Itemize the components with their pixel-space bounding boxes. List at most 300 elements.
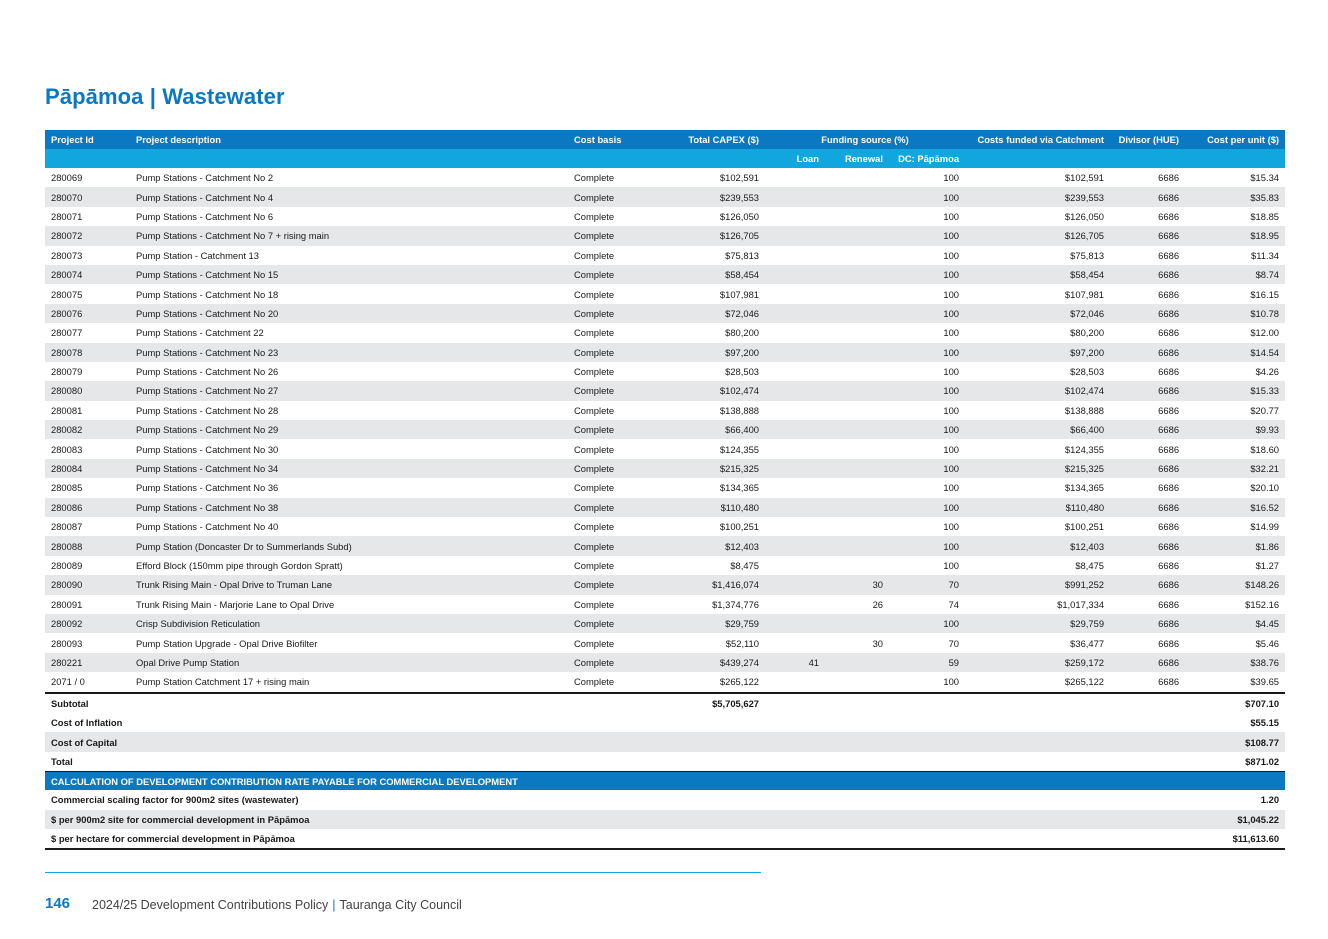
cell-project-id: 2071 / 0 (51, 676, 85, 688)
cell-cost-per-unit: $38.76 (1185, 653, 1285, 672)
cell-cost-per-unit: $10.78 (1185, 304, 1285, 323)
cell-loan: 41 (765, 653, 825, 672)
cell-project-id: 280221 (45, 653, 130, 672)
cell-project-description: Pump Stations - Catchment No 29 (130, 420, 568, 439)
cell-project-description: Pump Stations - Catchment No 28 (136, 404, 279, 416)
cell-project-description: Pump Station - Catchment 13 (136, 249, 259, 261)
cell-total-capex: $239,553 (653, 187, 765, 206)
cell-costs-funded: $100,251 (1064, 521, 1105, 533)
cell-costs-funded: $102,474 (965, 381, 1110, 400)
cell-project-id: 280082 (45, 420, 130, 439)
cell-cost-per-unit: $5.46 (1255, 637, 1280, 649)
cell-cost-basis: Complete (568, 498, 653, 517)
cell-project-description: Pump Stations - Catchment No 2 (136, 172, 274, 184)
cell-loan (765, 304, 825, 323)
cell-project-id: 280093 (51, 637, 83, 649)
table-row (45, 343, 1285, 362)
table-row (45, 401, 1285, 420)
cell-project-id: 280087 (51, 521, 83, 533)
table-row (45, 226, 1285, 245)
cell-dc: 100 (889, 187, 965, 206)
cell-divisor: 6686 (1158, 288, 1180, 300)
table-row (45, 246, 1285, 265)
cell-project-id: 280084 (45, 459, 130, 478)
cell-costs-funded: $66,400 (965, 420, 1110, 439)
cell-total-capex: $134,365 (719, 482, 759, 494)
col-header-project-description: Project description (130, 130, 568, 149)
cell-loan (765, 575, 825, 594)
cell-divisor: 6686 (1110, 614, 1185, 633)
cell-renewal (825, 614, 889, 633)
cell-cost-per-unit: $11.34 (1251, 249, 1280, 261)
cell-project-id: 280070 (45, 187, 130, 206)
cell-cost-per-unit: $15.33 (1185, 381, 1285, 400)
cell-project-id: 280086 (45, 498, 130, 517)
cell-renewal (825, 420, 889, 439)
cell-cost-basis: Complete (568, 381, 653, 400)
cell-cost-per-unit: $12.00 (1250, 327, 1280, 339)
cell-project-id: 280078 (45, 343, 130, 362)
cell-project-id: 280076 (45, 304, 130, 323)
cell-project-description: Pump Station Catchment 17 + rising main (136, 676, 310, 688)
cell-project-description: Pump Stations - Catchment No 4 (130, 187, 568, 206)
scaling-factor-row (45, 790, 1285, 809)
cell-cost-per-unit: $1.27 (1255, 560, 1280, 571)
cell-cost-per-unit: $1.86 (1185, 536, 1285, 555)
cell-cost-basis: Complete (574, 172, 615, 184)
per-site-label: $ per 900m2 site for commercial development in Pāpāmoa (45, 810, 965, 829)
cell-dc: 100 (943, 249, 960, 261)
table-row (45, 633, 1285, 652)
cell-loan (765, 420, 825, 439)
table-row (45, 517, 1285, 536)
cell-cost-per-unit: $16.15 (1250, 288, 1280, 300)
cell-divisor: 6686 (1110, 226, 1185, 245)
cell-costs-funded: $259,172 (965, 653, 1110, 672)
page-title: Pāpāmoa | Wastewater (45, 84, 285, 109)
cell-renewal (825, 459, 889, 478)
cell-cost-basis: Complete (574, 598, 615, 610)
cell-project-description: Pump Stations - Catchment No 18 (136, 288, 279, 300)
cell-project-description: Pump Stations - Catchment No 6 (136, 210, 274, 222)
cell-cost-per-unit: $152.16 (1245, 598, 1280, 610)
cell-dc: 100 (943, 327, 960, 339)
cell-project-id: 280073 (51, 249, 83, 261)
cell-costs-funded: $12,403 (965, 536, 1110, 555)
table-row (45, 614, 1285, 633)
cell-costs-funded: $102,591 (1064, 172, 1105, 184)
cell-loan (765, 401, 825, 420)
cell-divisor: 6686 (1110, 381, 1185, 400)
cell-divisor: 6686 (1110, 653, 1185, 672)
cell-dc: 100 (889, 304, 965, 323)
cell-cost-basis: Complete (574, 482, 615, 494)
cell-cost-per-unit: $20.77 (1250, 404, 1280, 416)
cell-project-id: 280072 (45, 226, 130, 245)
per-hectare-row (45, 829, 1285, 849)
cell-divisor: 6686 (1110, 187, 1185, 206)
cell-cost-per-unit: $4.26 (1255, 366, 1280, 378)
cell-divisor: 6686 (1110, 575, 1185, 594)
cell-renewal (825, 207, 889, 226)
cell-divisor: 6686 (1158, 560, 1180, 571)
table-row (45, 536, 1285, 555)
cell-renewal: 30 (825, 575, 889, 594)
cell-total-capex: $107,981 (719, 288, 759, 300)
cell-cost-per-unit: $39.65 (1250, 676, 1280, 688)
footer-organisation: Tauranga City Council (339, 898, 462, 912)
cell-costs-funded: $110,480 (965, 498, 1110, 517)
cell-divisor: 6686 (1158, 366, 1180, 378)
cell-divisor: 6686 (1110, 459, 1185, 478)
cell-divisor: 6686 (1110, 304, 1185, 323)
cell-project-id: 280069 (51, 172, 83, 184)
cell-dc: 100 (889, 343, 965, 362)
table-row (45, 304, 1285, 323)
cell-dc: 100 (943, 404, 960, 416)
cell-cost-basis: Complete (568, 536, 653, 555)
cell-project-id: 280080 (45, 381, 130, 400)
cell-loan (765, 556, 825, 575)
table-row (45, 556, 1285, 575)
cell-dc: 100 (889, 498, 965, 517)
cell-cost-basis: Complete (574, 210, 615, 222)
cell-divisor: 6686 (1158, 637, 1180, 649)
col-header-cost-basis: Cost basis (568, 130, 653, 149)
cell-cost-basis: Complete (568, 304, 653, 323)
cell-project-description: Trunk Rising Main - Marjorie Lane to Opal Drive (136, 598, 335, 610)
cell-costs-funded: $36,477 (1070, 637, 1105, 649)
cell-loan (765, 478, 825, 497)
col-header-loan: Loan (765, 149, 825, 168)
cell-renewal (825, 672, 889, 692)
subtotal-row (45, 693, 1285, 713)
cell-loan (765, 595, 825, 614)
cell-loan (765, 362, 825, 381)
cell-total-capex: $110,480 (653, 498, 765, 517)
cell-divisor: 6686 (1110, 420, 1185, 439)
cell-divisor: 6686 (1158, 482, 1180, 494)
cell-divisor: 6686 (1110, 265, 1185, 284)
cell-dc: 100 (943, 482, 960, 494)
footer-text (92, 898, 462, 912)
cell-cost-per-unit: $18.85 (1250, 210, 1280, 222)
cell-divisor: 6686 (1110, 343, 1185, 362)
per-hectare-value: $11,613.60 (1185, 829, 1285, 849)
cell-dc: 70 (948, 637, 960, 649)
cell-project-description: Pump Station (Doncaster Dr to Summerlands Subd) (130, 536, 568, 555)
cell-dc: 100 (889, 536, 965, 555)
cell-project-id: 280085 (51, 482, 83, 494)
cell-costs-funded: $107,981 (1064, 288, 1105, 300)
cell-total-capex: $66,400 (653, 420, 765, 439)
cell-divisor: 6686 (1158, 443, 1180, 455)
cell-cost-basis: Complete (574, 443, 615, 455)
cell-loan (765, 265, 825, 284)
cell-total-capex: $1,374,776 (712, 598, 759, 610)
cell-project-id: 280091 (51, 598, 83, 610)
cell-cost-basis: Complete (574, 560, 615, 571)
cell-dc: 100 (943, 676, 960, 688)
cell-project-description: Pump Stations - Catchment No 36 (136, 482, 279, 494)
cell-costs-funded: $1,017,334 (1057, 598, 1105, 610)
cell-cost-per-unit: $15.34 (1250, 172, 1280, 184)
cell-renewal: 26 (872, 598, 883, 610)
cell-renewal (825, 343, 889, 362)
cell-project-id: 280075 (51, 288, 83, 300)
cell-renewal (825, 381, 889, 400)
cell-total-capex: $126,705 (653, 226, 765, 245)
table-row (45, 362, 1285, 381)
table-row (45, 498, 1285, 517)
cell-renewal (825, 653, 889, 672)
cell-project-id: 280079 (51, 366, 83, 378)
cell-divisor: 6686 (1158, 210, 1180, 222)
cell-cost-basis: Complete (568, 187, 653, 206)
summary-section (45, 693, 1285, 850)
cell-project-description: Pump Station Upgrade - Opal Drive Biofilter (136, 637, 318, 649)
cell-project-id: 280092 (45, 614, 130, 633)
cell-dc: 100 (889, 226, 965, 245)
cell-project-id: 280081 (51, 404, 83, 416)
subtotal-capex: $5,705,627 (653, 693, 765, 713)
cell-costs-funded: $126,050 (1064, 210, 1105, 222)
cell-divisor: 6686 (1158, 249, 1180, 261)
cell-project-description: Pump Stations - Catchment No 7 + rising main (130, 226, 568, 245)
col-header-dc: DC: Pāpāmoa (889, 149, 965, 168)
cell-renewal (825, 304, 889, 323)
cell-costs-funded: $991,252 (965, 575, 1110, 594)
cell-loan (765, 246, 825, 265)
per-hectare-label: $ per hectare for commercial development in Pāpāmoa (45, 829, 965, 849)
cell-project-description: Pump Stations - Catchment No 27 (130, 381, 568, 400)
cell-dc: 74 (948, 598, 960, 610)
cell-project-id: 280089 (51, 560, 83, 571)
table-row (45, 459, 1285, 478)
table-body (45, 168, 1285, 693)
cell-loan (765, 323, 825, 342)
cell-cost-per-unit: $148.26 (1185, 575, 1285, 594)
commercial-heading: CALCULATION OF DEVELOPMENT CONTRIBUTION RATE PAYABLE FOR COMMERCIAL DEVELOPMENT (45, 772, 1285, 791)
cell-cost-per-unit: $9.93 (1185, 420, 1285, 439)
cell-loan (765, 498, 825, 517)
cell-cost-basis: Complete (574, 366, 615, 378)
col-header-divisor: Divisor (HUE) (1110, 130, 1185, 149)
cell-project-description: Pump Stations - Catchment No 26 (136, 366, 279, 378)
table-row (45, 187, 1285, 206)
table-row (45, 284, 1285, 303)
per-site-row (45, 810, 1285, 829)
cell-total-capex: $126,050 (719, 210, 759, 222)
inflation-label: Cost of Inflation (51, 717, 123, 729)
cell-renewal (825, 168, 889, 187)
capital-row (45, 732, 1285, 751)
total-row (45, 752, 1285, 772)
cell-total-capex: $265,122 (719, 676, 759, 688)
cell-dc: 100 (889, 614, 965, 633)
cell-cost-per-unit: $14.99 (1250, 521, 1280, 533)
cell-loan (765, 633, 825, 652)
cell-total-capex: $138,888 (719, 404, 759, 416)
cell-costs-funded: $239,553 (965, 187, 1110, 206)
subtotal-label: Subtotal (45, 693, 130, 713)
cell-cost-basis: Complete (568, 226, 653, 245)
col-header-costs-funded: Costs funded via Catchment (965, 130, 1110, 149)
cell-cost-per-unit: $16.52 (1185, 498, 1285, 517)
cell-loan (765, 187, 825, 206)
cell-renewal (825, 362, 889, 381)
table-row (45, 439, 1285, 458)
cell-loan (765, 672, 825, 692)
cell-total-capex: $72,046 (653, 304, 765, 323)
cell-renewal (825, 226, 889, 245)
cell-total-capex: $12,403 (653, 536, 765, 555)
cell-total-capex: $100,251 (719, 521, 759, 533)
cell-dc: 70 (889, 575, 965, 594)
wastewater-table (45, 130, 1285, 850)
cell-total-capex: $75,813 (725, 249, 759, 261)
cell-dc: 100 (943, 288, 960, 300)
cell-divisor: 6686 (1158, 598, 1180, 610)
table-header-row (45, 130, 1285, 149)
cell-project-description: Pump Stations - Catchment No 20 (130, 304, 568, 323)
cell-loan (765, 381, 825, 400)
cell-costs-funded: $28,503 (1070, 366, 1105, 378)
col-header-project-id: Project Id (45, 130, 130, 149)
footer-document-title: 2024/25 Development Contributions Policy (92, 898, 329, 912)
cell-cost-per-unit: $20.10 (1250, 482, 1280, 494)
cell-dc: 100 (943, 560, 960, 571)
cell-loan (765, 284, 825, 303)
cell-project-description: Pump Stations - Catchment 22 (136, 327, 264, 339)
cell-costs-funded: $29,759 (965, 614, 1110, 633)
cell-cost-basis: Complete (568, 459, 653, 478)
capital-label: Cost of Capital (45, 732, 653, 751)
cell-project-description: Trunk Rising Main - Opal Drive to Truman Lane (130, 575, 568, 594)
cell-costs-funded: $126,705 (965, 226, 1110, 245)
cell-dc: 100 (889, 459, 965, 478)
col-header-cost-per-unit: Cost per unit ($) (1185, 130, 1285, 149)
cell-divisor: 6686 (1158, 521, 1180, 533)
cell-costs-funded: $75,813 (1070, 249, 1105, 261)
cell-renewal: 30 (872, 637, 883, 649)
table-row (45, 672, 1285, 692)
cell-loan (765, 536, 825, 555)
cell-cost-basis: Complete (568, 575, 653, 594)
per-site-value: $1,045.22 (1185, 810, 1285, 829)
cell-loan (765, 517, 825, 536)
table-row (45, 595, 1285, 614)
cell-cost-basis: Complete (568, 420, 653, 439)
cell-renewal (825, 284, 889, 303)
cell-total-capex: $97,200 (653, 343, 765, 362)
cell-cost-per-unit: $8.74 (1185, 265, 1285, 284)
cell-renewal (825, 517, 889, 536)
col-header-total-capex: Total CAPEX ($) (653, 130, 765, 149)
cell-project-description: Crisp Subdivision Reticulation (130, 614, 568, 633)
cell-dc: 100 (943, 521, 960, 533)
cell-renewal (825, 439, 889, 458)
cell-cost-basis: Complete (574, 637, 615, 649)
cell-dc: 100 (889, 265, 965, 284)
cell-project-description: Pump Stations - Catchment No 23 (130, 343, 568, 362)
cell-cost-basis: Complete (568, 653, 653, 672)
cell-project-id: 280090 (45, 575, 130, 594)
scaling-factor-value: 1.20 (1260, 794, 1280, 806)
cell-cost-per-unit: $18.95 (1185, 226, 1285, 245)
cell-dc: 100 (889, 420, 965, 439)
table-row (45, 323, 1285, 342)
cell-dc: 100 (943, 172, 960, 184)
cell-cost-basis: Complete (574, 249, 615, 261)
cell-cost-basis: Complete (574, 327, 615, 339)
cell-total-capex: $102,474 (653, 381, 765, 400)
cell-project-id: 280071 (51, 210, 83, 222)
cell-costs-funded: $124,355 (1064, 443, 1105, 455)
cell-cost-basis: Complete (574, 521, 615, 533)
cell-project-description: Pump Stations - Catchment No 40 (136, 521, 279, 533)
cell-project-id: 280074 (45, 265, 130, 284)
cell-dc: 100 (889, 381, 965, 400)
cell-divisor: 6686 (1110, 536, 1185, 555)
table-row (45, 575, 1285, 594)
cell-loan (765, 614, 825, 633)
cell-loan (765, 226, 825, 245)
cell-renewal (825, 536, 889, 555)
table-row (45, 420, 1285, 439)
table-subheader-row (45, 149, 1285, 168)
cell-dc: 59 (889, 653, 965, 672)
subtotal-cost-per-unit: $707.10 (1185, 693, 1285, 713)
cell-project-description: Efford Block (150mm pipe through Gordon Spratt) (136, 560, 343, 571)
cell-renewal (825, 556, 889, 575)
inflation-row (45, 713, 1285, 732)
cell-cost-per-unit: $4.45 (1185, 614, 1285, 633)
cell-total-capex: $124,355 (719, 443, 759, 455)
cell-total-capex: $8,475 (730, 560, 759, 571)
cell-project-description: Pump Stations - Catchment No 38 (130, 498, 568, 517)
table-row (45, 381, 1285, 400)
cell-total-capex: $28,503 (725, 366, 759, 378)
cell-loan (765, 207, 825, 226)
cell-cost-basis: Complete (574, 676, 615, 688)
table-row (45, 478, 1285, 497)
inflation-cost-per-unit: $55.15 (1250, 717, 1280, 729)
total-label: Total (51, 755, 73, 767)
cell-costs-funded: $97,200 (965, 343, 1110, 362)
scaling-factor-label: Commercial scaling factor for 900m2 sites (wastewater) (51, 794, 299, 806)
table-row (45, 265, 1285, 284)
capital-cost-per-unit: $108.77 (1185, 732, 1285, 751)
table-row (45, 207, 1285, 226)
cell-costs-funded: $134,365 (1064, 482, 1105, 494)
cell-costs-funded: $72,046 (965, 304, 1110, 323)
footer-divider (45, 872, 761, 873)
cell-renewal (825, 246, 889, 265)
cell-cost-per-unit: $18.60 (1250, 443, 1280, 455)
commercial-heading-row (45, 772, 1285, 791)
cell-total-capex: $102,591 (719, 172, 759, 184)
cell-cost-basis: Complete (574, 404, 615, 416)
cell-total-capex: $58,454 (653, 265, 765, 284)
cell-dc: 100 (943, 443, 960, 455)
cell-renewal (825, 478, 889, 497)
footer-separator: | (332, 898, 336, 912)
cell-costs-funded: $215,325 (965, 459, 1110, 478)
total-cost-per-unit: $871.02 (1245, 755, 1280, 767)
cell-project-id: 280088 (45, 536, 130, 555)
cell-loan (765, 459, 825, 478)
